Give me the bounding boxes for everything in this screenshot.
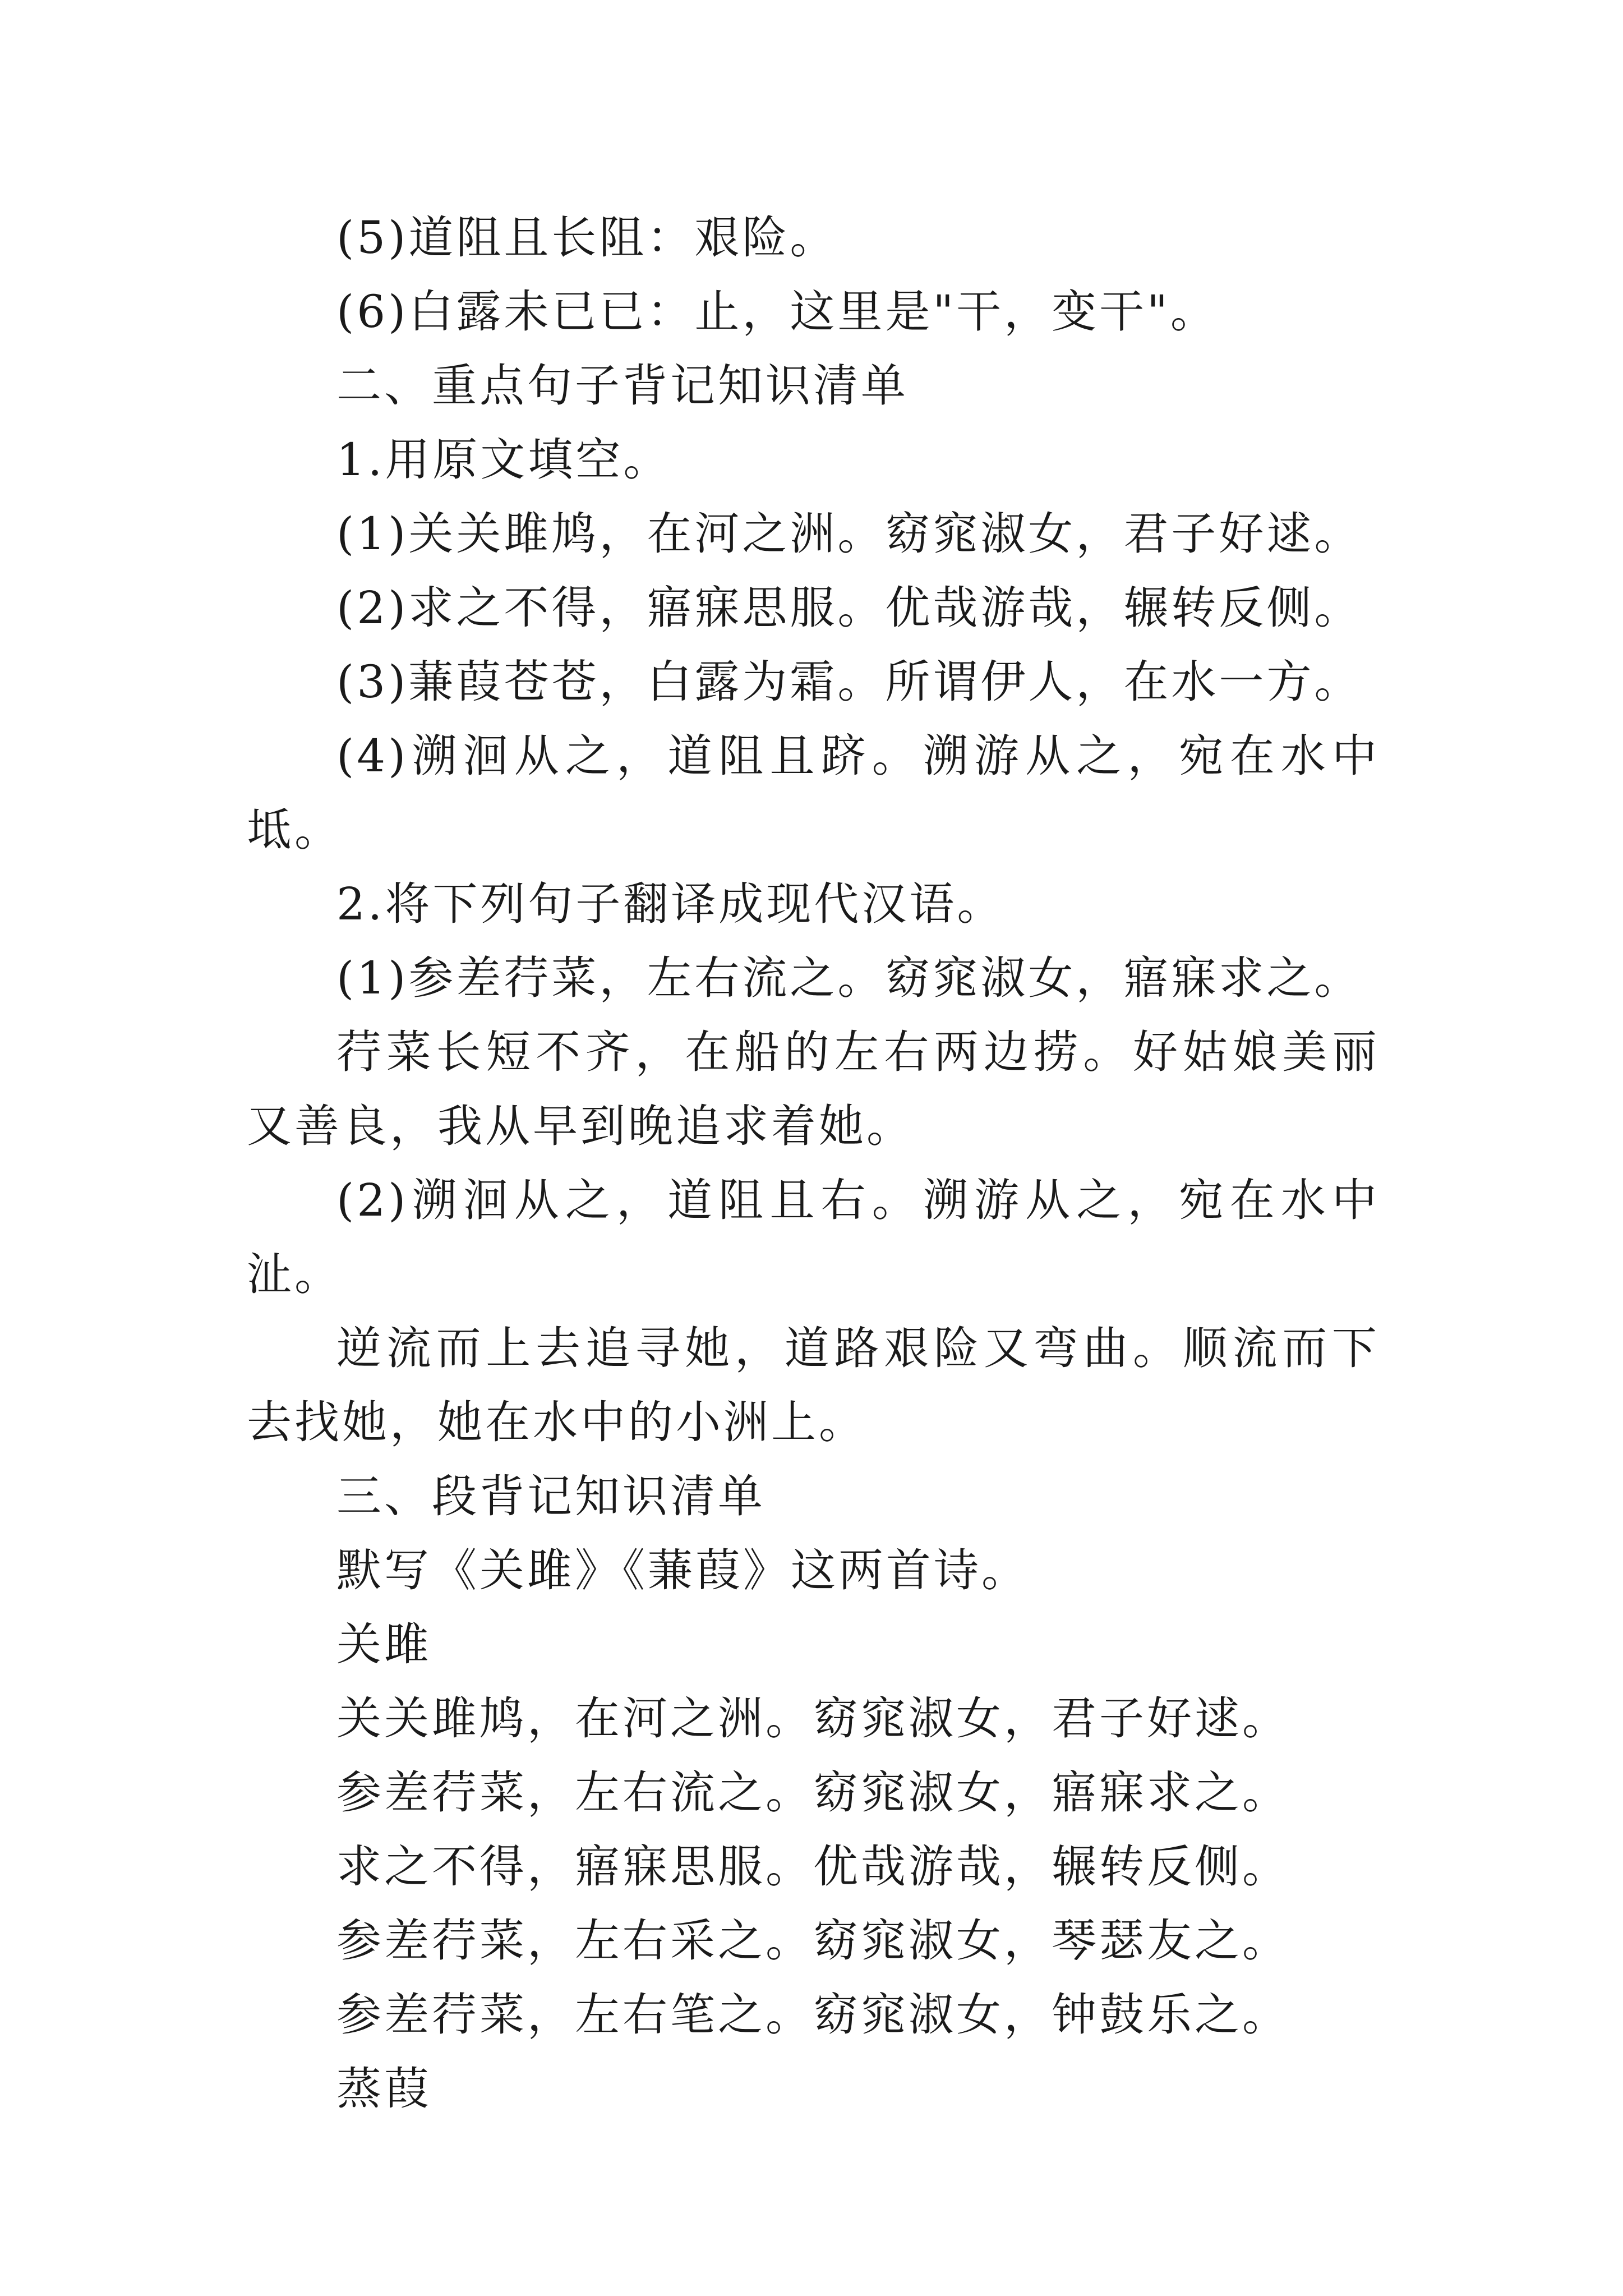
translate-item-1: (1)参差荇菜，左右流之。窈窕淑女，寤寐求之。: [336, 952, 1362, 1004]
poem-line-1: 关关雎鸠，在河之洲。窈窕淑女，君子好逑。: [336, 1692, 1290, 1745]
document-body: [247, 201, 1380, 2126]
fill-item-1: (1)关关雎鸠，在河之洲。窈窕淑女，君子好逑。: [336, 508, 1362, 560]
fill-item-4: (4)溯洄从之，道阻且跻。溯游从之，宛在水中坻。: [247, 730, 1380, 856]
exercise-1-title: 1.用原文填空。: [336, 434, 671, 486]
exercise-2-title: 2.将下列句子翻译成现代汉语。: [336, 878, 1005, 930]
translate-item-2: (2)溯洄从之，道阻且右。溯游从之，宛在水中沚。: [247, 1174, 1380, 1300]
fill-item-3: (3)蒹葭苍苍，白露为霜。所谓伊人，在水一方。: [336, 656, 1362, 708]
poem-line-5: 参差荇菜，左右笔之。窈窕淑女，钟鼓乐之。: [336, 1989, 1290, 2041]
poem-line-4: 参差荇菜，左右采之。窈窕淑女，琴瑟友之。: [336, 1915, 1290, 1967]
fill-item-2: (2)求之不得，寤寐思服。优哉游哉，辗转反侧。: [336, 582, 1362, 634]
note-5: (5)道阻且长阻：艰险。: [336, 211, 838, 264]
translate-answer-1: 荇菜长短不齐，在船的左右两边捞。好姑娘美丽又善良，我从早到晚追求着她。: [247, 1026, 1380, 1152]
poem-line-3: 求之不得，寤寐思服。优哉游哉，辗转反侧。: [336, 1841, 1290, 1893]
note-6: (6)白露未已已：止，这里是"干，变干"。: [336, 286, 1218, 338]
dictation-instruction: 默写《关雎》《蒹葭》这两首诗。: [336, 1544, 1029, 1596]
poem-line-2: 参差荇菜，左右流之。窈窕淑女，寤寐求之。: [336, 1766, 1290, 1819]
translate-answer-2: 逆流而上去追寻她，道路艰险又弯曲。顺流而下去找她，她在水中的小洲上。: [247, 1322, 1380, 1448]
section-heading-3: 三、段背记知识清单: [336, 1470, 766, 1522]
section-heading-2: 二、重点句子背记知识清单: [336, 360, 909, 412]
poem-title-jianjia: 蒸葭: [336, 2063, 432, 2115]
poem-title-guanju: 关雎: [336, 1618, 432, 1671]
